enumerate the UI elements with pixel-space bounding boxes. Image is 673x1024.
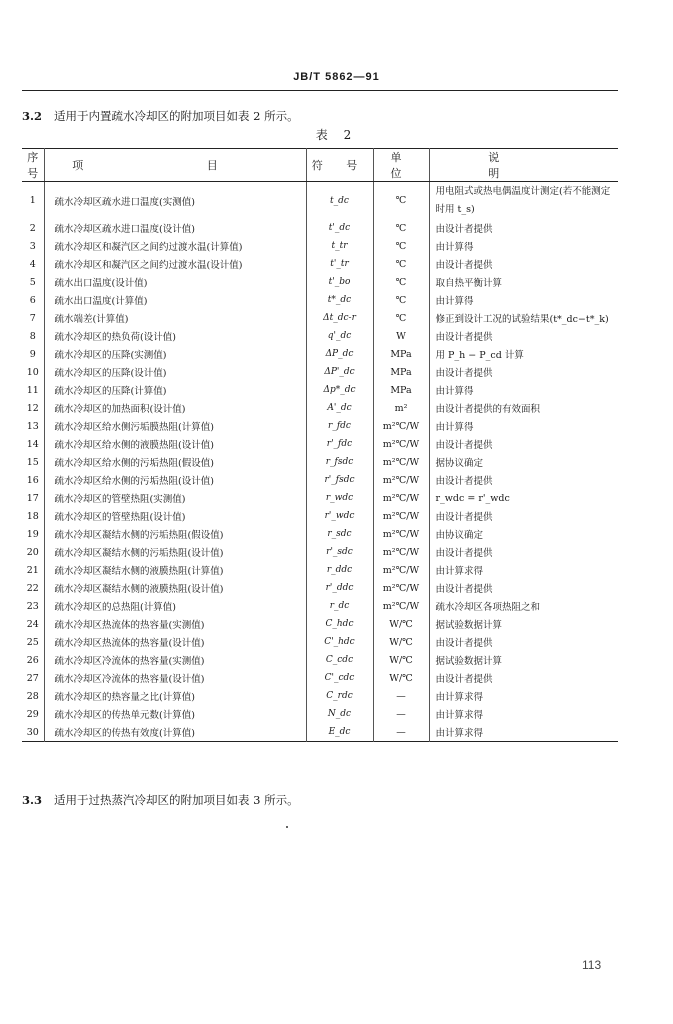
- row-symbol: C'_cdc: [306, 669, 373, 687]
- table-row: [22, 669, 618, 687]
- table-row: [22, 489, 618, 507]
- row-number: 1: [29, 195, 36, 206]
- row-symbol: ΔP_dc: [306, 345, 373, 363]
- row-symbol: t_tr: [306, 237, 373, 255]
- row-unit: m²℃/W: [373, 417, 429, 435]
- row-item: 疏水冷却区的总热阻(计算值): [44, 597, 306, 615]
- row-number: 30: [26, 726, 39, 738]
- row-number: 20: [26, 546, 39, 558]
- row-item: 疏水冷却区凝结水侧的污垢热阻(假设值): [44, 525, 306, 543]
- row-description: r_wdc = r'_wdc: [429, 489, 618, 507]
- row-item: 疏水冷却区凝结水侧的污垢热阻(设计值): [44, 543, 306, 561]
- row-unit: m²℃/W: [373, 561, 429, 579]
- row-item: 疏水冷却区热流体的热容量(设计值): [44, 633, 306, 651]
- row-item: 疏水冷却区的压降(实测值): [44, 345, 306, 363]
- row-number: 3: [29, 240, 36, 252]
- row-description: 由计算得: [429, 417, 618, 435]
- header-item: 项 目: [44, 149, 306, 182]
- row-number: 10: [26, 366, 39, 378]
- table-row: [22, 237, 618, 255]
- table-row: [22, 543, 618, 561]
- row-description: 由计算求得: [429, 705, 618, 723]
- table-header-row: [22, 149, 618, 182]
- row-item: 疏水冷却区冷流体的热容量(实测值): [44, 651, 306, 669]
- row-item: 疏水端差(计算值): [44, 309, 306, 327]
- section-3-3-number: 3.3: [22, 793, 43, 807]
- row-symbol: t'_bo: [306, 273, 373, 291]
- table-row: [22, 291, 618, 309]
- row-description: 由设计者提供的有效面积: [429, 399, 618, 417]
- page-number: 113: [582, 958, 602, 972]
- row-symbol: Δt_dc-r: [306, 309, 373, 327]
- row-symbol: Δp*_dc: [306, 381, 373, 399]
- table-row: [22, 723, 618, 742]
- row-unit: —: [373, 687, 429, 705]
- row-symbol: r'_wdc: [306, 507, 373, 525]
- row-number: 4: [29, 258, 36, 270]
- row-symbol: C_cdc: [306, 651, 373, 669]
- row-number: 7: [29, 312, 36, 324]
- row-description: 由设计者提供: [429, 363, 618, 381]
- row-number: 24: [26, 618, 39, 630]
- row-number: 2: [29, 222, 36, 234]
- row-number: 13: [26, 420, 39, 432]
- row-description: 修正到设计工况的试验结果(t*_dc−t*_k): [429, 309, 618, 327]
- row-item: 疏水冷却区给水侧污垢膜热阻(计算值): [44, 417, 306, 435]
- row-symbol: t_dc: [306, 182, 373, 220]
- row-number: 26: [26, 654, 39, 666]
- row-symbol: r_fdc: [306, 417, 373, 435]
- row-description: 用电阻式或热电偶温度计测定(若不能测定时用 t_s): [429, 182, 618, 220]
- row-unit: MPa: [373, 345, 429, 363]
- row-item: 疏水冷却区冷流体的热容量(设计值): [44, 669, 306, 687]
- row-unit: m²℃/W: [373, 507, 429, 525]
- table-row: [22, 381, 618, 399]
- row-unit: m²: [373, 399, 429, 417]
- row-symbol: r_dc: [306, 597, 373, 615]
- table-row: [22, 597, 618, 615]
- row-number: 6: [29, 294, 36, 306]
- standard-code-header: JB/T 5862—91: [293, 71, 380, 83]
- table-row: [22, 182, 618, 220]
- row-number: 22: [26, 582, 39, 594]
- row-item: 疏水冷却区和凝汽区之间约过渡水温(计算值): [44, 237, 306, 255]
- scan-speck: [286, 826, 288, 828]
- row-unit: m²℃/W: [373, 525, 429, 543]
- row-item: 疏水出口温度(计算值): [44, 291, 306, 309]
- row-symbol: A'_dc: [306, 399, 373, 417]
- header-no: 序号: [22, 149, 44, 182]
- row-item: 疏水冷却区给水侧的污垢热阻(假设值): [44, 453, 306, 471]
- row-symbol: r_sdc: [306, 525, 373, 543]
- row-description: 由计算得: [429, 291, 618, 309]
- row-unit: ℃: [373, 237, 429, 255]
- row-description: 由设计者提供: [429, 219, 618, 237]
- row-description: 由设计者提供: [429, 579, 618, 597]
- row-unit: W: [373, 327, 429, 345]
- row-unit: m²℃/W: [373, 489, 429, 507]
- table-row: [22, 471, 618, 489]
- row-description: 由设计者提供: [429, 543, 618, 561]
- table-body: [22, 182, 618, 742]
- row-number: 9: [29, 348, 36, 360]
- table-row: [22, 399, 618, 417]
- table-row: [22, 363, 618, 381]
- row-symbol: r'_fdc: [306, 435, 373, 453]
- row-unit: m²℃/W: [373, 453, 429, 471]
- row-symbol: t*_dc: [306, 291, 373, 309]
- table-row: [22, 579, 618, 597]
- row-item: 疏水冷却区的传热单元数(计算值): [44, 705, 306, 723]
- row-symbol: r'_fsdc: [306, 471, 373, 489]
- table-row: [22, 255, 618, 273]
- row-description: 由设计者提供: [429, 471, 618, 489]
- header-symbol: 符 号: [306, 149, 373, 182]
- row-symbol: r_ddc: [306, 561, 373, 579]
- header-rule: [22, 90, 618, 91]
- row-unit: MPa: [373, 381, 429, 399]
- row-number: 25: [26, 636, 39, 648]
- row-item: 疏水冷却区给水侧的污垢热阻(设计值): [44, 471, 306, 489]
- table-row: [22, 327, 618, 345]
- table-row: [22, 435, 618, 453]
- table-row: [22, 525, 618, 543]
- row-unit: W/℃: [373, 669, 429, 687]
- row-unit: W/℃: [373, 615, 429, 633]
- row-symbol: q'_dc: [306, 327, 373, 345]
- row-description: 据试验数据计算: [429, 651, 618, 669]
- row-symbol: C_hdc: [306, 615, 373, 633]
- row-number: 21: [26, 564, 39, 576]
- row-unit: ℃: [373, 291, 429, 309]
- row-description: 由计算求得: [429, 687, 618, 705]
- section-3-2-text: 适用于内置疏水冷却区的附加项目如表 2 所示。: [54, 109, 299, 123]
- row-description: 由计算得: [429, 237, 618, 255]
- row-number: 11: [26, 384, 39, 396]
- row-number: 16: [26, 474, 39, 486]
- row-number: 28: [26, 690, 39, 702]
- table-row: [22, 219, 618, 237]
- additional-items-table: [22, 148, 618, 742]
- row-unit: ℃: [373, 255, 429, 273]
- row-unit: MPa: [373, 363, 429, 381]
- table-row: [22, 705, 618, 723]
- row-description: 由设计者提供: [429, 327, 618, 345]
- row-description: 由计算得: [429, 381, 618, 399]
- row-item: 疏水冷却区凝结水侧的液膜热阻(设计值): [44, 579, 306, 597]
- table-row: [22, 651, 618, 669]
- row-item: 疏水冷却区的压降(设计值): [44, 363, 306, 381]
- row-number: 29: [26, 708, 39, 720]
- row-number: 8: [29, 330, 36, 342]
- row-unit: m²℃/W: [373, 435, 429, 453]
- table-row: [22, 345, 618, 363]
- row-description: 据试验数据计算: [429, 615, 618, 633]
- header-unit: 单 位: [373, 149, 429, 182]
- row-number: 19: [26, 528, 39, 540]
- row-item: 疏水冷却区和凝汽区之间约过渡水温(设计值): [44, 255, 306, 273]
- table-row: [22, 615, 618, 633]
- row-symbol: t'_dc: [306, 219, 373, 237]
- table-row: [22, 453, 618, 471]
- row-description: 由设计者提供: [429, 255, 618, 273]
- table-row: [22, 273, 618, 291]
- row-number: 14: [26, 438, 39, 450]
- row-unit: ℃: [373, 273, 429, 291]
- row-item: 疏水冷却区的热负荷(设计值): [44, 327, 306, 345]
- row-unit: m²℃/W: [373, 579, 429, 597]
- row-description: 由计算求得: [429, 723, 618, 742]
- row-number: 17: [26, 492, 39, 504]
- row-symbol: t'_tr: [306, 255, 373, 273]
- row-item: 疏水冷却区热流体的热容量(实测值): [44, 615, 306, 633]
- row-unit: —: [373, 705, 429, 723]
- row-symbol: r'_sdc: [306, 543, 373, 561]
- row-unit: W/℃: [373, 633, 429, 651]
- row-number: 27: [26, 672, 39, 684]
- row-unit: m²℃/W: [373, 471, 429, 489]
- row-description: 取自热平衡计算: [429, 273, 618, 291]
- row-description: 由设计者提供: [429, 633, 618, 651]
- row-item: 疏水冷却区给水侧的液膜热阻(设计值): [44, 435, 306, 453]
- row-description: 用 P_h − P_cd 计算: [429, 345, 618, 363]
- table-row: [22, 507, 618, 525]
- row-item: 疏水冷却区凝结水侧的液膜热阻(计算值): [44, 561, 306, 579]
- table-row: [22, 687, 618, 705]
- row-item: 疏水冷却区的压降(计算值): [44, 381, 306, 399]
- row-item: 疏水冷却区的管壁热阻(设计值): [44, 507, 306, 525]
- row-number: 5: [29, 276, 36, 288]
- row-symbol: E_dc: [306, 723, 373, 742]
- row-item: 疏水冷却区的热容量之比(计算值): [44, 687, 306, 705]
- row-unit: W/℃: [373, 651, 429, 669]
- row-symbol: N_dc: [306, 705, 373, 723]
- row-number: 15: [26, 456, 39, 468]
- row-description: 由计算求得: [429, 561, 618, 579]
- row-unit: ℃: [373, 309, 429, 327]
- row-description: 由设计者提供: [429, 669, 618, 687]
- row-symbol: ΔP'_dc: [306, 363, 373, 381]
- row-symbol: r_fsdc: [306, 453, 373, 471]
- section-3-3-paragraph: [22, 792, 299, 808]
- row-description: 由协议确定: [429, 525, 618, 543]
- section-3-2-number: 3.2: [22, 109, 43, 123]
- row-number: 12: [26, 402, 39, 414]
- row-unit: —: [373, 723, 429, 742]
- row-symbol: r_wdc: [306, 489, 373, 507]
- row-symbol: C_rdc: [306, 687, 373, 705]
- table-row: [22, 417, 618, 435]
- row-description: 由设计者提供: [429, 435, 618, 453]
- row-item: 疏水冷却区的管壁热阻(实测值): [44, 489, 306, 507]
- row-item: 疏水冷却区疏水进口温度(设计值): [44, 219, 306, 237]
- row-item: 疏水出口温度(设计值): [44, 273, 306, 291]
- section-3-3-text: 适用于过热蒸汽冷却区的附加项目如表 3 所示。: [54, 793, 299, 807]
- row-item: 疏水冷却区的加热面积(设计值): [44, 399, 306, 417]
- table-title: 表 2: [315, 128, 358, 142]
- row-number: 23: [26, 600, 39, 612]
- row-description: 据协议确定: [429, 453, 618, 471]
- row-symbol: r'_ddc: [306, 579, 373, 597]
- table-row: [22, 561, 618, 579]
- row-item: 疏水冷却区的传热有效度(计算值): [44, 723, 306, 742]
- section-3-2-paragraph: [22, 108, 299, 124]
- row-unit: m²℃/W: [373, 597, 429, 615]
- table-row: [22, 633, 618, 651]
- row-symbol: C'_hdc: [306, 633, 373, 651]
- table-row: [22, 309, 618, 327]
- header-desc: 说 明: [429, 149, 618, 182]
- row-number: 18: [26, 510, 39, 522]
- row-unit: ℃: [373, 219, 429, 237]
- row-unit: ℃: [373, 182, 429, 220]
- row-item: 疏水冷却区疏水进口温度(实测值): [44, 182, 306, 220]
- row-unit: m²℃/W: [373, 543, 429, 561]
- row-description: 由设计者提供: [429, 507, 618, 525]
- row-description: 疏水冷却区各项热阻之和: [429, 597, 618, 615]
